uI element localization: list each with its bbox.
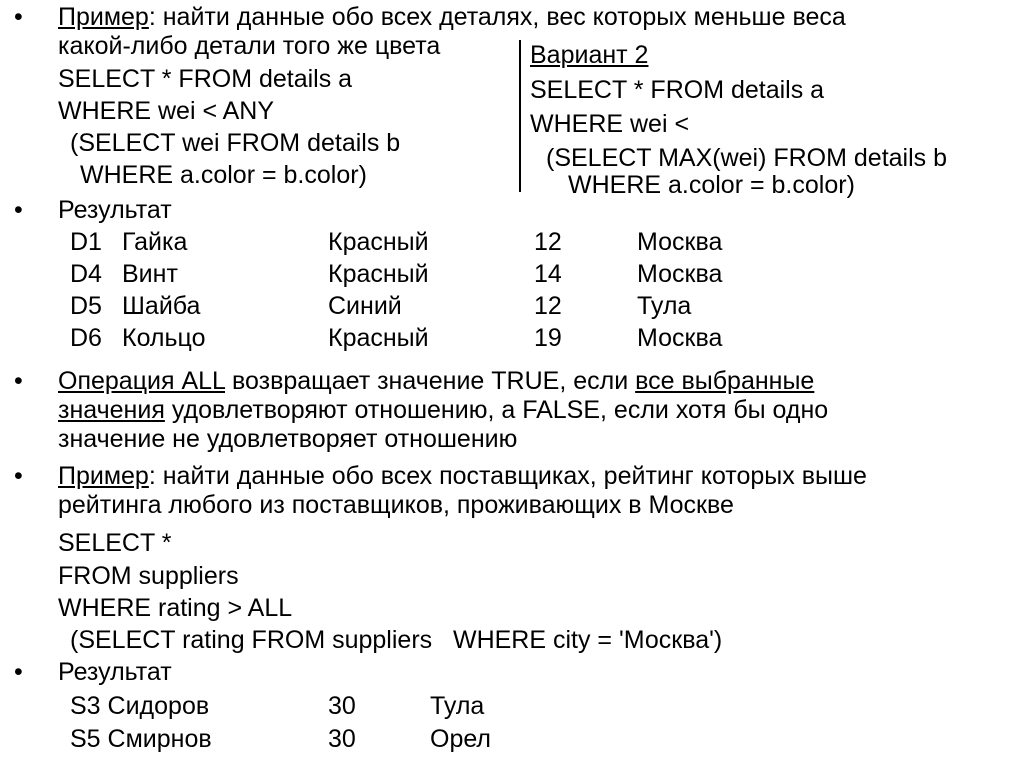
values-term: значения xyxy=(58,396,165,424)
all-definition-line1 xyxy=(58,369,814,394)
query1-line1: SELECT * FROM details a xyxy=(58,65,353,93)
variant2-line4: WHERE a.color = b.color) xyxy=(568,171,855,199)
cell-color: Синий xyxy=(328,292,402,320)
bullet-4: • xyxy=(14,462,23,490)
query1-line2: WHERE wei < ANY xyxy=(58,97,275,125)
cell-id: D1 xyxy=(70,228,102,256)
all-definition-line3: значение не удовлетворяет отношению xyxy=(58,425,518,453)
variant-divider xyxy=(519,40,521,192)
variant2-line1: SELECT * FROM details a xyxy=(530,76,825,104)
cell-rating: 30 xyxy=(328,692,356,720)
all-definition-text2: удовлетворяют отношению, а FALSE, если хотя бы одно xyxy=(164,396,829,424)
cell-id: D5 xyxy=(70,292,102,320)
query3-line3: WHERE rating > ALL xyxy=(58,594,293,622)
cell-color: Красный xyxy=(328,260,429,288)
variant2-line2: WHERE wei < xyxy=(530,110,690,138)
section1-heading-text: : найти данные обо всех деталях, вес которых меньше веса xyxy=(148,3,846,31)
cell-city: Москва xyxy=(637,260,723,288)
query3-line1: SELECT * xyxy=(58,529,172,557)
bullet-1: • xyxy=(14,3,23,31)
cell-name: Гайка xyxy=(122,228,188,256)
all-definition-line2 xyxy=(58,398,828,423)
section1-heading-line2: какой-либо детали того же цвета xyxy=(58,32,441,60)
cell-city: Москва xyxy=(637,228,723,256)
query3-line4: (SELECT rating FROM suppliers WHERE city = 'Москва') xyxy=(70,626,723,654)
cell-color: Красный xyxy=(328,324,429,352)
cell-name: Шайба xyxy=(122,292,201,320)
cell-id-name: S3 Сидоров xyxy=(70,692,210,720)
section1-heading xyxy=(58,5,846,30)
section3-heading-text: : найти данные обо всех поставщиках, рейтинг которых выше xyxy=(148,462,867,490)
cell-city: Москва xyxy=(637,324,723,352)
example-label: Пример xyxy=(58,462,149,490)
cell-weight: 14 xyxy=(534,260,562,288)
variant2-title: Вариант 2 xyxy=(530,41,649,69)
bullet-5: • xyxy=(14,658,23,686)
all-selected-term: все выбранные xyxy=(635,367,815,395)
cell-id-name: S5 Смирнов xyxy=(70,725,212,753)
result1-label: Результат xyxy=(58,196,172,224)
all-definition-text: возвращает значение TRUE, если xyxy=(225,367,636,395)
cell-city: Тула xyxy=(430,692,485,720)
cell-id: D6 xyxy=(70,324,102,352)
query1-line4: WHERE a.color = b.color) xyxy=(80,161,367,189)
cell-city: Тула xyxy=(637,292,692,320)
bullet-2: • xyxy=(14,196,23,224)
query1-line3: (SELECT wei FROM details b xyxy=(70,129,401,157)
cell-weight: 19 xyxy=(534,324,562,352)
all-operation-term: Операция ALL xyxy=(58,367,226,395)
cell-city: Орел xyxy=(430,725,492,753)
cell-id: D4 xyxy=(70,260,102,288)
cell-weight: 12 xyxy=(534,228,562,256)
query3-line2: FROM suppliers xyxy=(58,562,239,590)
cell-weight: 12 xyxy=(534,292,562,320)
result2-label: Результат xyxy=(58,658,172,686)
cell-name: Винт xyxy=(122,260,178,288)
section3-heading-line2: рейтинга любого из поставщиков, проживающих в Москве xyxy=(58,491,734,519)
section3-heading xyxy=(58,464,867,489)
cell-color: Красный xyxy=(328,228,429,256)
cell-rating: 30 xyxy=(328,725,356,753)
bullet-3: • xyxy=(14,367,23,395)
cell-name: Кольцо xyxy=(122,324,206,352)
variant2-line3: (SELECT MAX(wei) FROM details b xyxy=(546,144,948,172)
example-label: Пример xyxy=(58,3,149,31)
